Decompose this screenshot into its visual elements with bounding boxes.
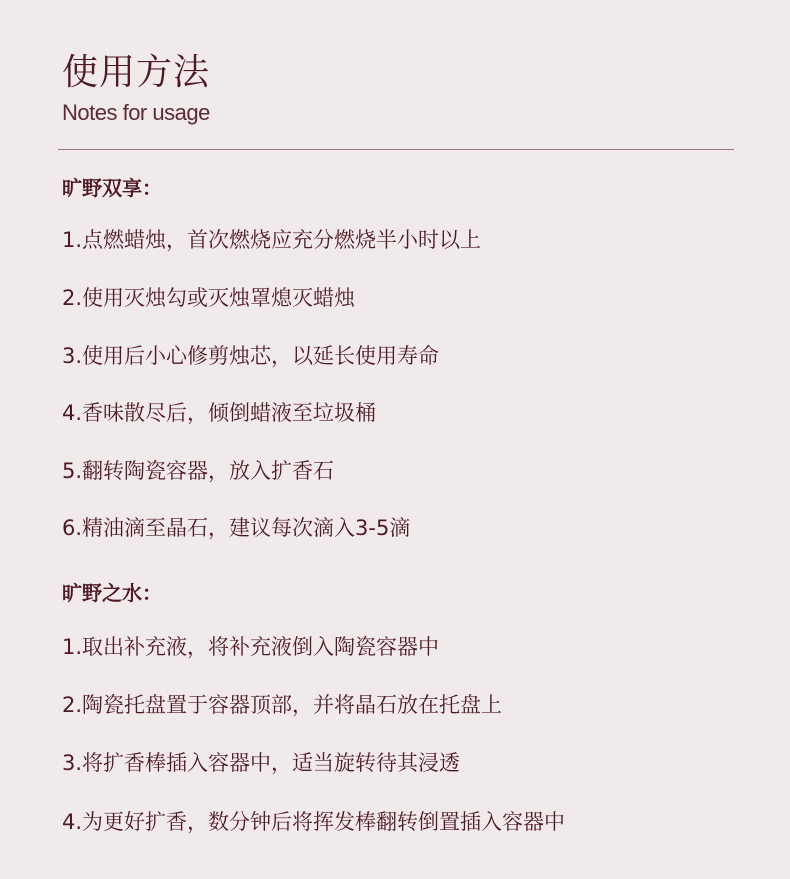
step-item: 5.翻转陶瓷容器，放入扩香石: [62, 459, 335, 483]
step-item: 4.为更好扩香，数分钟后将挥发棒翻转倒置插入容器中: [62, 810, 566, 834]
step-item: 2.使用灭烛勾或灭烛罩熄灭蜡烛: [62, 286, 356, 310]
page-subtitle: Notes for usage: [62, 100, 210, 125]
header-divider: [58, 149, 734, 150]
page-title: 使用方法: [62, 52, 211, 93]
step-item: 3.将扩香棒插入容器中，适当旋转待其浸透: [62, 751, 461, 775]
step-item: 1.点燃蜡烛，首次燃烧应充分燃烧半小时以上: [62, 228, 482, 252]
section-heading-dual: 旷野双享：: [62, 176, 162, 200]
step-item: 2.陶瓷托盘置于容器顶部，并将晶石放在托盘上: [62, 693, 503, 717]
step-item: 3.使用后小心修剪烛芯，以延长使用寿命: [62, 344, 440, 368]
step-item: 6.精油滴至晶石，建议每次滴入3-5滴: [62, 516, 411, 540]
section-heading-water: 旷野之水：: [62, 581, 162, 605]
step-item: 1.取出补充液，将补充液倒入陶瓷容器中: [62, 635, 440, 659]
step-item: 4.香味散尽后，倾倒蜡液至垃圾桶: [62, 401, 377, 425]
